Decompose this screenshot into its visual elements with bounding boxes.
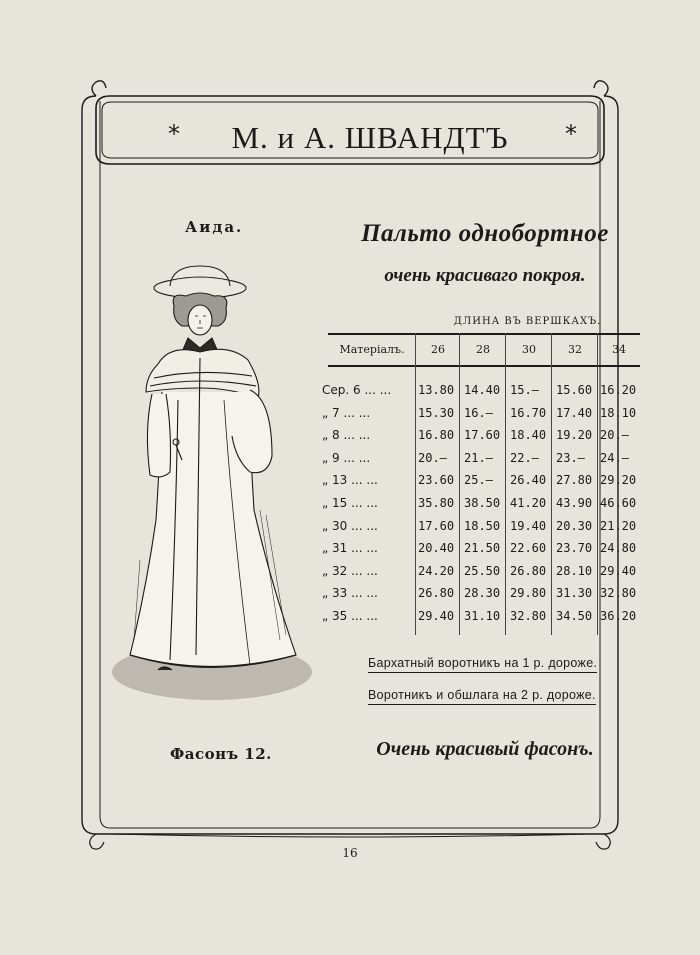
price-cell: 17.60 <box>418 518 455 533</box>
table-row <box>318 605 640 627</box>
table-row <box>318 402 640 424</box>
price-cell: 20.— <box>418 450 447 465</box>
price-cell: 29.40 <box>600 563 637 578</box>
header-star-left: * <box>168 120 180 148</box>
table-top-rule <box>328 333 640 335</box>
price-cell: 16.20 <box>600 383 637 397</box>
price-cell: 16.80 <box>418 428 455 443</box>
header-star-right: * <box>565 120 577 148</box>
material-cell: „ 35 ... ... <box>322 609 378 623</box>
material-header: Матеріалъ. <box>339 343 405 356</box>
material-cell: „ 13 ... ... <box>322 473 378 488</box>
price-cell: 18.10 <box>600 405 637 420</box>
price-cell: 16.70 <box>510 405 547 420</box>
size-header: 30 <box>522 343 536 356</box>
note-collar-cuffs: Воротникъ и обшлага на 2 р. дороже. <box>368 688 596 705</box>
price-cell: 28.30 <box>464 586 501 601</box>
price-cell: 17.60 <box>464 428 501 443</box>
length-header: ДЛИНА ВЪ ВЕРШКАХЪ. <box>453 316 602 327</box>
material-cell: „ 32 ... ... <box>322 563 378 578</box>
price-cell: 25.— <box>464 473 493 488</box>
size-header: 32 <box>568 343 582 356</box>
price-cell: 31.30 <box>556 586 593 601</box>
price-cell: 24.20 <box>418 563 455 578</box>
price-cell: 19.40 <box>510 518 547 533</box>
price-cell: 15.— <box>510 383 539 397</box>
price-cell: 20.30 <box>556 518 593 533</box>
price-cell: 31.10 <box>464 609 501 623</box>
price-cell: 26.40 <box>510 473 547 488</box>
table-row <box>318 492 640 514</box>
price-cell: 20.40 <box>418 541 455 556</box>
price-cell: 26.80 <box>510 563 547 578</box>
price-cell: 29.80 <box>510 586 547 601</box>
price-cell: 20.— <box>600 428 629 443</box>
price-cell: 24.— <box>600 450 629 465</box>
price-cell: 24.80 <box>600 541 637 556</box>
table-row <box>318 469 640 491</box>
size-header: 28 <box>476 343 490 356</box>
price-cell: 35.80 <box>418 496 455 510</box>
price-cell: 38.50 <box>464 496 501 510</box>
price-cell: 25.50 <box>464 563 501 578</box>
price-cell: 15.60 <box>556 383 593 397</box>
price-cell: 14.40 <box>464 383 501 397</box>
price-cell: 28.10 <box>556 563 593 578</box>
material-cell: „ 7 ... ... <box>322 405 371 420</box>
price-cell: 43.90 <box>556 496 593 510</box>
product-subtitle: очень красиваго покроя. <box>384 265 586 286</box>
price-cell: 23.— <box>556 450 585 465</box>
product-title: Пальто однобортное <box>361 220 609 247</box>
material-cell: „ 15 ... ... <box>322 496 378 510</box>
price-cell: 17.40 <box>556 405 593 420</box>
table-header-row <box>318 337 640 363</box>
table-row <box>318 379 640 401</box>
price-cell: 29.40 <box>418 609 455 623</box>
table-row <box>318 582 640 604</box>
material-cell: „ 30 ... ... <box>322 518 378 533</box>
price-cell: 15.30 <box>418 405 455 420</box>
price-cell: 36.20 <box>600 609 637 623</box>
price-cell: 23.60 <box>418 473 455 488</box>
price-cell: 41.20 <box>510 496 547 510</box>
price-cell: 34.50 <box>556 609 593 623</box>
material-cell: „ 9 ... ... <box>322 450 371 465</box>
coat-illustration <box>100 260 325 720</box>
price-cell: 16.— <box>464 405 493 420</box>
price-cell: 46.60 <box>600 496 637 510</box>
tagline: Очень красивый фасонъ. <box>376 738 594 760</box>
table-header-rule <box>328 365 640 367</box>
brand-title: М. и А. ШВАНДТЪ <box>231 120 509 155</box>
price-cell: 13.80 <box>418 383 455 397</box>
material-cell: „ 8 ... ... <box>322 428 371 443</box>
price-cell: 19.20 <box>556 428 593 443</box>
price-cell: 27.80 <box>556 473 593 488</box>
price-cell: 26.80 <box>418 586 455 601</box>
page-number: 16 <box>342 846 358 860</box>
material-cell: „ 33 ... ... <box>322 586 378 601</box>
price-cell: 29.20 <box>600 473 637 488</box>
price-cell: 21.50 <box>464 541 501 556</box>
table-row <box>318 424 640 446</box>
material-cell: Сер. 6 ... ... <box>322 383 392 397</box>
price-cell: 21.— <box>464 450 493 465</box>
model-name: Аида. <box>185 218 244 236</box>
table-row <box>318 447 640 469</box>
size-header: 34 <box>612 343 626 356</box>
table-row <box>318 537 640 559</box>
price-cell: 18.50 <box>464 518 501 533</box>
style-number: Фасонъ 12. <box>170 745 272 763</box>
price-cell: 23.70 <box>556 541 593 556</box>
table-row <box>318 560 640 582</box>
table-row <box>318 515 640 537</box>
material-cell: „ 31 ... ... <box>322 541 378 556</box>
size-header: 26 <box>431 343 445 356</box>
price-cell: 32.80 <box>510 609 547 623</box>
price-cell: 22.60 <box>510 541 547 556</box>
price-cell: 18.40 <box>510 428 547 443</box>
price-cell: 22.— <box>510 450 539 465</box>
price-cell: 21.20 <box>600 518 637 533</box>
price-cell: 32.80 <box>600 586 637 601</box>
note-velvet-collar: Бархатный воротникъ на 1 р. дороже. <box>368 656 597 673</box>
